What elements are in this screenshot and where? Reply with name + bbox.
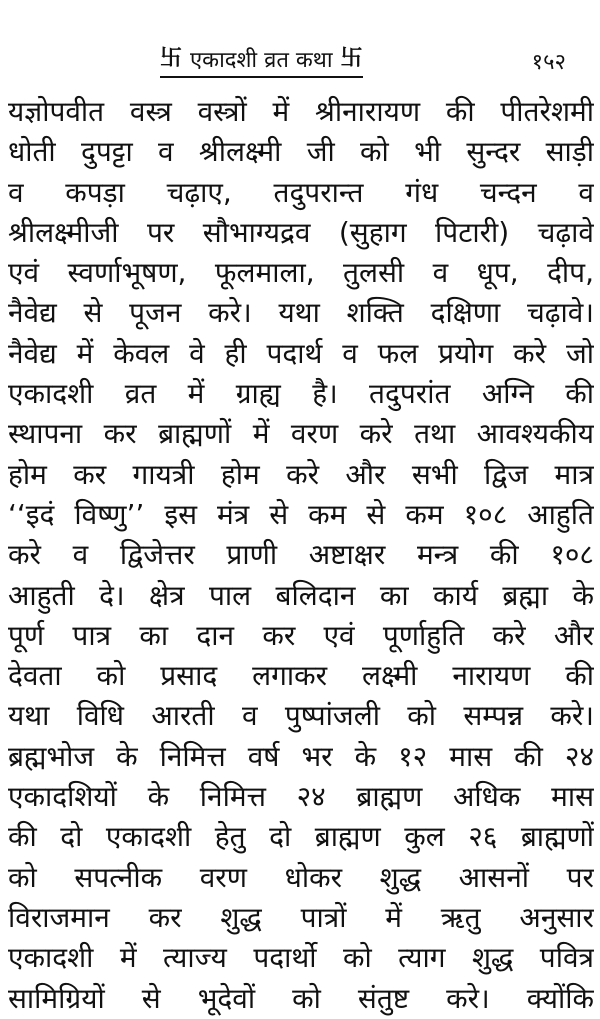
text-line: व कपड़ा चढ़ाए, तदुपरान्त गंध चन्दन व xyxy=(8,175,594,209)
text-line: विराजमान कर शुद्ध पात्रों में ऋतु अनुसार xyxy=(8,900,594,934)
text-line: करे व द्विजेत्तर प्राणी अष्टाक्षर मन्त्र की १०८ xyxy=(8,538,594,572)
page-header xyxy=(0,44,600,84)
text-line: को सपत्नीक वरण धोकर शुद्ध आसनों पर xyxy=(8,860,594,894)
book-title: एकादशी व्रत कथा xyxy=(190,48,333,73)
text-line: स्थापना कर ब्राह्मणों में वरण करे तथा आवश्यकीय xyxy=(8,417,594,451)
body-text xyxy=(8,92,594,1019)
text-line: नैवेद्य से पूजन करे। यथा शक्ति दक्षिणा चढ़ावे। xyxy=(8,296,594,330)
text-line: एकादशी में त्याज्य पदार्थो को त्याग शुद्ध पवित्र xyxy=(8,941,594,975)
text-line: धोती दुपट्टा व श्रीलक्ष्मी जी को भी सुन्दर साड़ी xyxy=(8,135,594,169)
text-line: एकादशियों के निमित्त २४ ब्राह्मण अधिक मास xyxy=(8,780,594,814)
text-line: होम कर गायत्री होम करे और सभी द्विज मात्र xyxy=(8,457,594,491)
text-line: एवं स्वर्णाभूषण, फूलमाला, तुलसी व धूप, दीप, xyxy=(8,256,594,290)
text-line: ब्रह्मभोज के निमित्त वर्ष भर के १२ मास की २४ xyxy=(8,739,594,773)
text-line: यज्ञोपवीत वस्त्र वस्त्रों में श्रीनारायण की पीतरेशमी xyxy=(8,95,594,128)
text-line: देवता को प्रसाद लगाकर लक्ष्मी नारायण की xyxy=(8,659,594,693)
text-line: की दो एकादशी हेतु दो ब्राह्मण कुल २६ ब्राह्मणों xyxy=(8,820,594,854)
text-line: यथा विधि आरती व पुष्पांजली को सम्पन्न करे। xyxy=(8,699,594,733)
text-line: ‘‘इदं विष्णु’’ इस मंत्र से कम से कम १०८ आहुति xyxy=(8,497,594,531)
text-line: नैवेद्य में केवल वे ही पदार्थ व फल प्रयोग करे जो xyxy=(8,336,594,370)
text-line: एकादशी व्रत में ग्राह्य है। तदुपरांत अग्नि की xyxy=(8,377,594,411)
text-line: सामिग्रियों से भूदेवों को संतुष्ट करे। क्योंकि xyxy=(8,981,594,1015)
text-line: पूर्ण पात्र का दान कर एवं पूर्णाहुति करे और xyxy=(8,618,594,652)
page-number: १५२ xyxy=(531,50,566,75)
text-line: आहुती दे। क्षेत्र पाल बलिदान का कार्य ब्रह्मा के xyxy=(8,578,594,612)
swastika-icon-left: 卐 xyxy=(160,46,183,71)
swastika-icon-right: 卐 xyxy=(340,46,363,71)
text-line: श्रीलक्ष्मीजी पर सौभाग्यद्रव (सुहाग पिटारी) चढ़ावे xyxy=(8,215,594,249)
running-title xyxy=(160,44,363,78)
